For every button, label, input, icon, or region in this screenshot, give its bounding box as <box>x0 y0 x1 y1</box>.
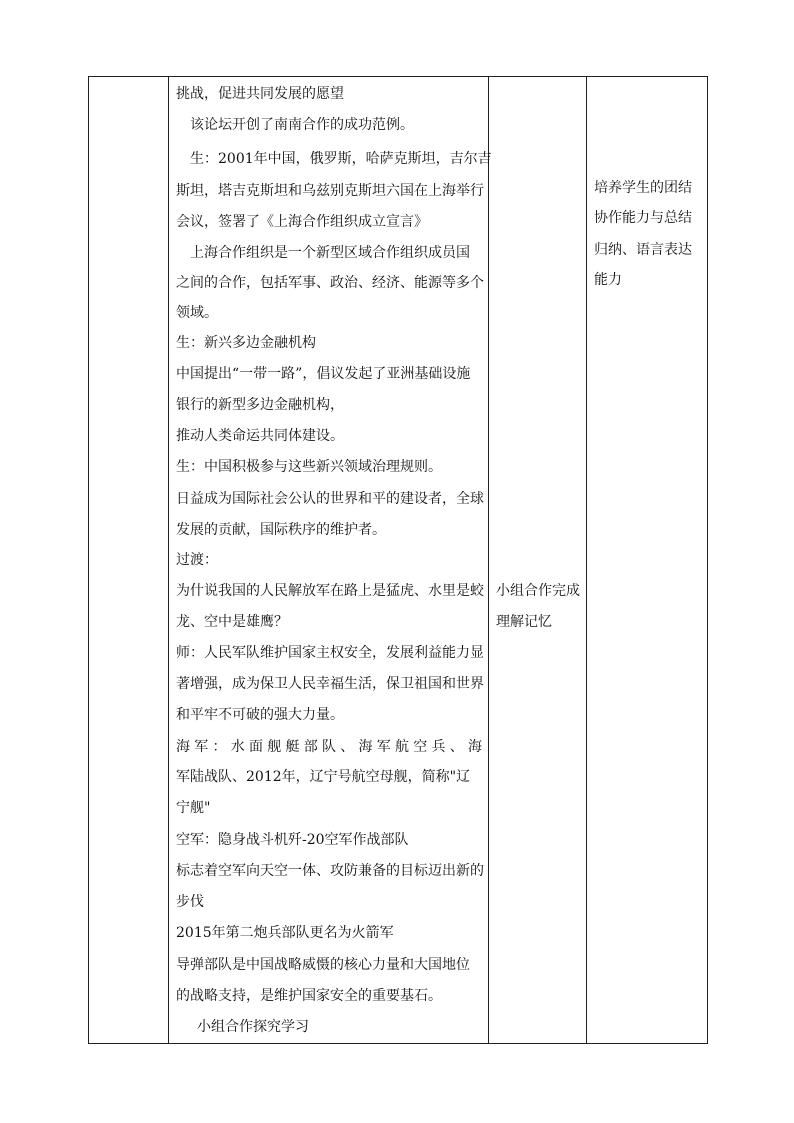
text-line: 斯坦，塔吉克斯坦和乌兹别克斯坦六国在上海举行 <box>176 183 484 199</box>
text-line: 空军：隐身战斗机歼-20空军作战部队 <box>176 832 409 848</box>
text-line: 归纳、语言表达 <box>594 242 692 258</box>
text-line: 军陆战队、2012年，辽宁号航空母舰，简称"辽 <box>176 769 471 785</box>
text-line: 龙、空中是雄鹰？ <box>176 614 288 630</box>
text-line: 小组合作完成 <box>496 583 580 599</box>
text-line: 发展的贡献，国际秩序的维护者。 <box>176 522 386 538</box>
lesson-table <box>88 76 708 1044</box>
text-line: 会议，签署了《上海合作组织成立宣言》 <box>176 214 428 230</box>
text-line: 过渡： <box>176 552 218 568</box>
text-line: 该论坛开创了南南合作的成功范例。 <box>190 117 414 133</box>
text-line: 生：新兴多边金融机构 <box>176 335 316 351</box>
text-line: 师：人民军队维护国家主权安全，发展利益能力显 <box>176 645 484 661</box>
text-line: 和平牢不可破的强大力量。 <box>176 707 344 723</box>
student-activity-cell <box>489 77 587 1044</box>
text-line: 之间的合作，包括军事、政治、经济、能源等多个 <box>176 275 484 291</box>
text-line: 步伐 <box>176 894 204 910</box>
text-line: 中国提出“一带一路”，倡议发起了亚洲基础设施 <box>176 366 471 382</box>
text-line: 领域。 <box>176 305 218 321</box>
text-line: 日益成为国际社会公认的世界和平的建设者，全球 <box>176 491 484 507</box>
text-line: 能力 <box>594 272 622 288</box>
text-line: 上海合作组织是一个新型区域合作组织成员国 <box>190 245 470 261</box>
text-line: 宁舰" <box>176 800 211 816</box>
design-intent-cell <box>587 77 708 1044</box>
text-line: 生：中国积极参与这些新兴领域治理规则。 <box>176 459 442 475</box>
text-line: 导弹部队是中国战略威慑的核心力量和大国地位 <box>176 957 470 973</box>
text-line: 小组合作探究学习 <box>197 1019 309 1035</box>
text-line: 银行的新型多边金融机构， <box>176 397 344 413</box>
table-row <box>89 77 708 1044</box>
text-line: 著增强，成为保卫人民幸福生活，保卫祖国和世界 <box>176 676 484 692</box>
section-cell <box>89 77 169 1044</box>
text-line: 理解记忆 <box>496 614 552 630</box>
text-line: 推动人类命运共同体建设。 <box>176 428 344 444</box>
text-line: 海 军 ： 水 面 舰 艇 部 队 、 海 军 航 空 兵 、 海 <box>176 739 482 755</box>
text-line: 2015年第二炮兵部队更名为火箭军 <box>176 925 394 941</box>
text-line: 标志着空军向天空一体、攻防兼备的目标迈出新的 <box>176 863 484 879</box>
text-line: 为什说我国的人民解放军在路上是猛虎、水里是蛟 <box>176 583 484 599</box>
text-line: 协作能力与总结 <box>594 210 692 226</box>
text-line: 挑战，促进共同发展的愿望 <box>176 86 344 102</box>
text-line: 生：2001年中国，俄罗斯，哈萨克斯坦，吉尔吉 <box>190 151 492 167</box>
teaching-process-cell <box>169 77 492 1044</box>
text-line: 培养学生的团结 <box>594 180 692 196</box>
text-line: 的战略支持，是维护国家安全的重要基石。 <box>176 988 442 1004</box>
